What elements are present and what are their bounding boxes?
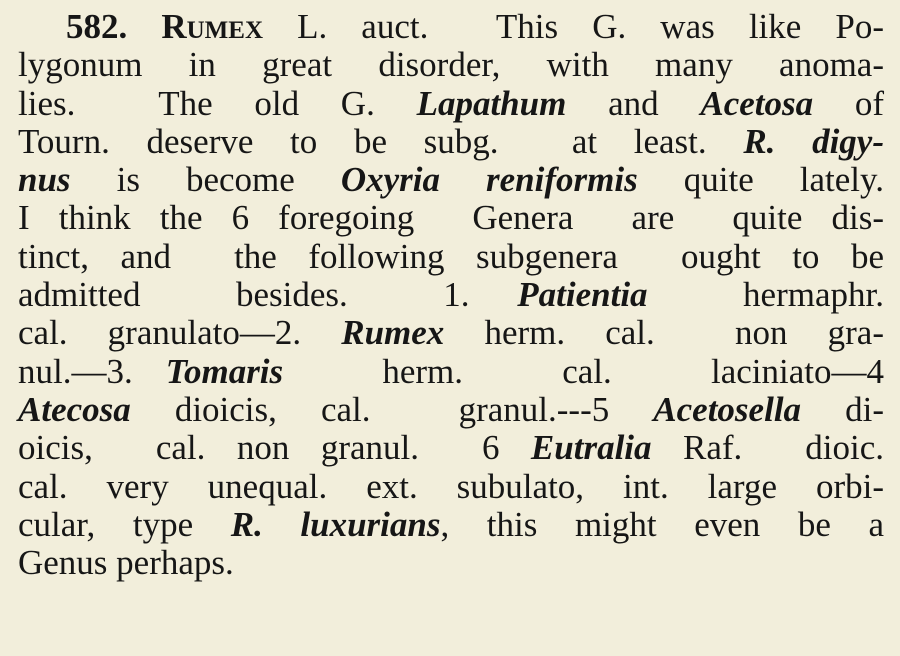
italic-taxon-name: Patientia xyxy=(517,275,648,315)
italic-taxon-name: Atecosa xyxy=(18,389,131,429)
text-line xyxy=(18,468,884,506)
body-text: di- xyxy=(801,389,884,429)
text-line xyxy=(18,276,884,314)
italic-taxon-name: Lapathum xyxy=(416,83,567,123)
italic-taxon-name: Oxyria reniformis xyxy=(340,160,638,200)
genus-entry-582 xyxy=(18,8,884,582)
italic-taxon-name: Acetosa xyxy=(700,83,814,123)
text-line xyxy=(18,199,884,237)
body-text: herm. cal. laciniato—4 xyxy=(283,351,884,391)
body-text: herm. cal. non gra- xyxy=(444,313,885,353)
italic-taxon-name: R. digy- xyxy=(743,121,885,161)
genus-heading: Rumex xyxy=(161,7,263,46)
entry-number: 582. xyxy=(66,7,162,46)
text-line xyxy=(18,123,884,161)
text-line xyxy=(18,46,884,84)
body-text: admitted besides. 1. xyxy=(18,275,518,315)
body-text: tinct, and the following subgenera ought to be xyxy=(18,236,884,276)
body-text: cal. very unequal. ext. subulato, int. large orbi- xyxy=(18,466,884,506)
body-text: nul.—3. xyxy=(18,351,166,391)
text-line xyxy=(18,85,884,123)
text-line xyxy=(18,161,884,199)
body-text: dioicis, cal. granul.---5 xyxy=(130,389,654,429)
text-line xyxy=(18,391,884,429)
italic-taxon-name: R. luxurians xyxy=(230,504,441,544)
body-text: quite lately. xyxy=(637,160,884,200)
body-text: I think the 6 foregoing Genera are quite dis- xyxy=(18,198,884,238)
body-text: oicis, cal. non granul. 6 xyxy=(18,428,531,468)
body-text: is become xyxy=(70,160,341,200)
text-line xyxy=(18,353,884,391)
italic-taxon-name: Rumex xyxy=(341,313,445,353)
body-text: lies. The old G. xyxy=(18,83,417,123)
body-text: of xyxy=(813,83,884,123)
italic-taxon-name: Eutralia xyxy=(530,428,652,468)
body-text: Raf. dioic. xyxy=(651,428,884,468)
text-line xyxy=(18,238,884,276)
italic-taxon-name: nus xyxy=(18,160,71,200)
body-text: Tourn. deserve to be subg. at least. xyxy=(18,121,744,161)
text-line xyxy=(18,429,884,467)
body-text: cular, type xyxy=(18,504,231,544)
text-line xyxy=(18,506,884,544)
text-line xyxy=(18,8,884,46)
italic-taxon-name: Acetosella xyxy=(653,389,802,429)
body-text: cal. granulato—2. xyxy=(18,313,342,353)
body-text: hermaphr. xyxy=(647,275,884,315)
text-line xyxy=(18,314,884,352)
italic-taxon-name: Tomaris xyxy=(165,351,284,391)
body-text: , this might even be a xyxy=(440,504,884,544)
body-text: L. auct. This G. was like Po- xyxy=(263,7,885,46)
body-text: lygonum in great disorder, with many anoma- xyxy=(18,45,884,85)
body-text: Genus perhaps. xyxy=(18,543,234,583)
body-text: and xyxy=(566,83,701,123)
text-line xyxy=(18,544,884,582)
